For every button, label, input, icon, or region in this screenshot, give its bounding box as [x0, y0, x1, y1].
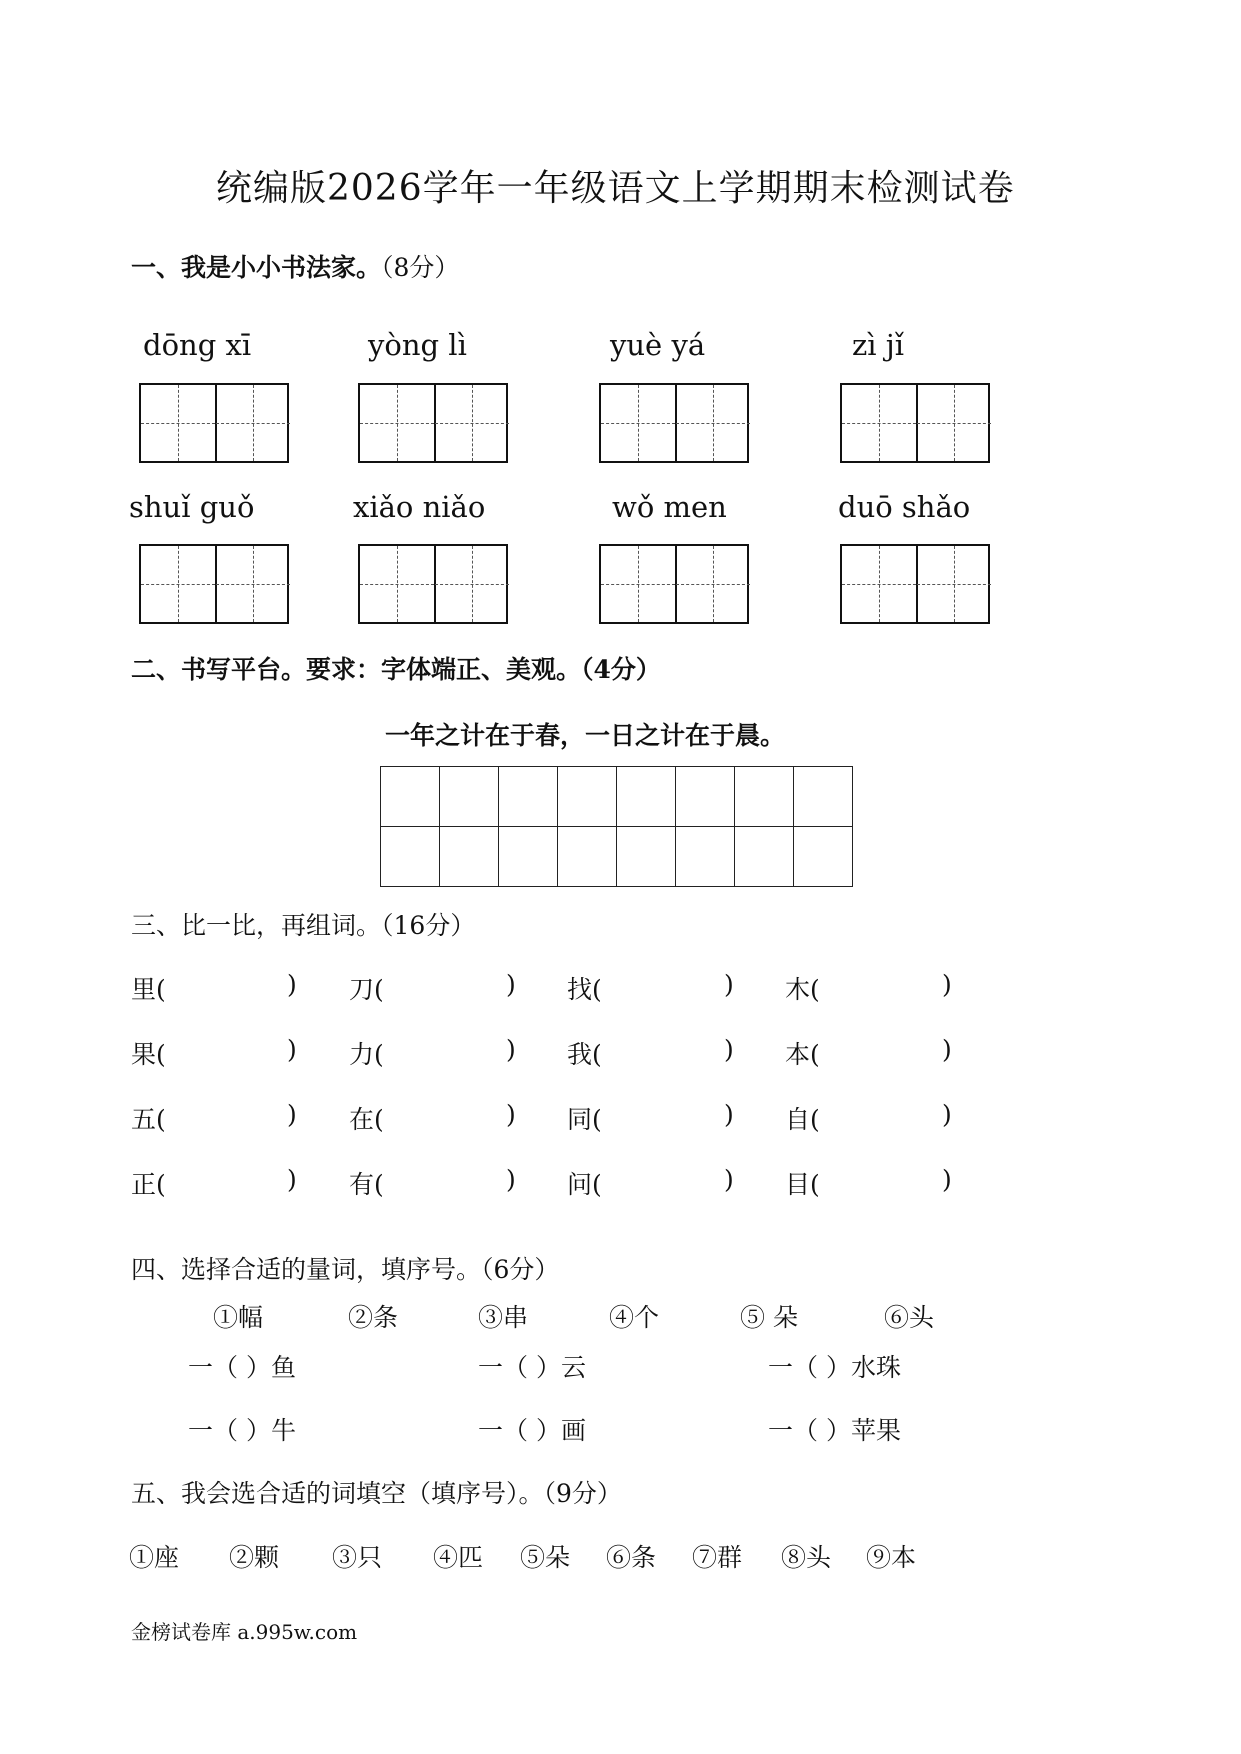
grid-cell[interactable] — [381, 827, 440, 887]
section-2-heading: 二、书写平台。要求：字体端正、美观。（4分） — [131, 655, 661, 684]
grid-cell[interactable] — [794, 767, 853, 827]
option: ⑤朵 — [520, 1543, 571, 1572]
word-char: 在( — [349, 1105, 384, 1134]
writing-box-2[interactable] — [358, 383, 508, 463]
option: ⑧头 — [781, 1543, 832, 1572]
option: ③串 — [478, 1303, 529, 1332]
word-close: ) — [724, 1165, 734, 1194]
word-close: ) — [724, 1035, 734, 1064]
grid-cell[interactable] — [558, 827, 617, 887]
word-close: ) — [287, 1035, 297, 1064]
measure-blank: 一（ ）云 — [478, 1353, 586, 1382]
measure-blank: 一（ ）水珠 — [768, 1353, 901, 1382]
option: ⑥条 — [606, 1543, 657, 1572]
option: ②颗 — [229, 1543, 280, 1572]
grid-cell[interactable] — [617, 827, 676, 887]
pinyin-8: duō shǎo — [838, 490, 971, 524]
section-5-heading: 五、我会选合适的词填空（填序号）。（9分） — [131, 1479, 622, 1508]
option: ⑥头 — [884, 1303, 935, 1332]
word-close: ) — [287, 1100, 297, 1129]
word-char: 里( — [131, 975, 166, 1004]
footer-source: 金榜试卷库 a.995w.com — [131, 1620, 358, 1644]
word-char: 力( — [349, 1040, 384, 1069]
section-1-heading: 一、我是小小书法家。（8分） — [131, 253, 460, 282]
pinyin-1: dōng xī — [143, 328, 252, 362]
pinyin-4: zì jǐ — [852, 328, 905, 362]
word-char: 正( — [131, 1170, 166, 1199]
word-char: 我( — [567, 1040, 602, 1069]
grid-cell[interactable] — [676, 827, 735, 887]
word-char: 问( — [567, 1170, 602, 1199]
word-char: 五( — [131, 1105, 166, 1134]
option: ⑨本 — [866, 1543, 917, 1572]
writing-box-8[interactable] — [840, 544, 990, 624]
pinyin-2: yòng lì — [368, 328, 467, 362]
word-close: ) — [942, 1165, 952, 1194]
word-char: 刀( — [349, 975, 384, 1004]
section-3-heading: 三、比一比，再组词。（16分） — [131, 911, 476, 940]
pinyin-7: wǒ men — [612, 490, 727, 524]
option: ②条 — [348, 1303, 399, 1332]
word-close: ) — [506, 1165, 516, 1194]
grid-cell[interactable] — [617, 767, 676, 827]
word-char: 同( — [567, 1105, 602, 1134]
writing-box-6[interactable] — [358, 544, 508, 624]
word-close: ) — [506, 970, 516, 999]
grid-cell[interactable] — [676, 767, 735, 827]
writing-box-3[interactable] — [599, 383, 749, 463]
copy-sentence: 一年之计在于春，一日之计在于晨。 — [385, 721, 786, 750]
word-char: 自( — [785, 1105, 820, 1134]
word-char: 目( — [785, 1170, 820, 1199]
writing-box-7[interactable] — [599, 544, 749, 624]
writing-box-1[interactable] — [139, 383, 289, 463]
writing-grid[interactable] — [380, 766, 853, 887]
section-4-heading: 四、选择合适的量词，填序号。（6分） — [131, 1255, 560, 1284]
grid-cell[interactable] — [499, 767, 558, 827]
pinyin-3: yuè yá — [610, 328, 706, 362]
grid-cell[interactable] — [381, 767, 440, 827]
grid-cell[interactable] — [794, 827, 853, 887]
option: ④个 — [609, 1303, 660, 1332]
grid-cell[interactable] — [440, 767, 499, 827]
pinyin-5: shuǐ guǒ — [129, 490, 255, 524]
word-close: ) — [506, 1100, 516, 1129]
page-title: 统编版2026学年一年级语文上学期期末检测试卷 — [216, 168, 1015, 209]
word-close: ) — [287, 1165, 297, 1194]
option: ④匹 — [433, 1543, 484, 1572]
grid-cell[interactable] — [735, 767, 794, 827]
grid-cell[interactable] — [440, 827, 499, 887]
pinyin-6: xiǎo niǎo — [353, 490, 486, 524]
word-char: 本( — [785, 1040, 820, 1069]
writing-box-5[interactable] — [139, 544, 289, 624]
word-char: 木( — [785, 975, 820, 1004]
word-close: ) — [287, 970, 297, 999]
word-close: ) — [724, 970, 734, 999]
word-char: 有( — [349, 1170, 384, 1199]
word-close: ) — [942, 1100, 952, 1129]
word-char: 找( — [567, 975, 602, 1004]
word-char: 果( — [131, 1040, 166, 1069]
measure-blank: 一（ ）牛 — [188, 1416, 296, 1445]
grid-cell[interactable] — [558, 767, 617, 827]
option: ①座 — [129, 1543, 180, 1572]
option: ⑤ 朵 — [740, 1303, 798, 1332]
word-close: ) — [942, 970, 952, 999]
measure-blank: 一（ ）画 — [478, 1416, 586, 1445]
grid-cell[interactable] — [735, 827, 794, 887]
grid-cell[interactable] — [499, 827, 558, 887]
option: ③只 — [332, 1543, 383, 1572]
writing-box-4[interactable] — [840, 383, 990, 463]
measure-blank: 一（ ）苹果 — [768, 1416, 901, 1445]
option: ①幅 — [213, 1303, 264, 1332]
word-close: ) — [724, 1100, 734, 1129]
measure-blank: 一（ ）鱼 — [188, 1353, 296, 1382]
word-close: ) — [942, 1035, 952, 1064]
word-close: ) — [506, 1035, 516, 1064]
option: ⑦群 — [692, 1543, 743, 1572]
